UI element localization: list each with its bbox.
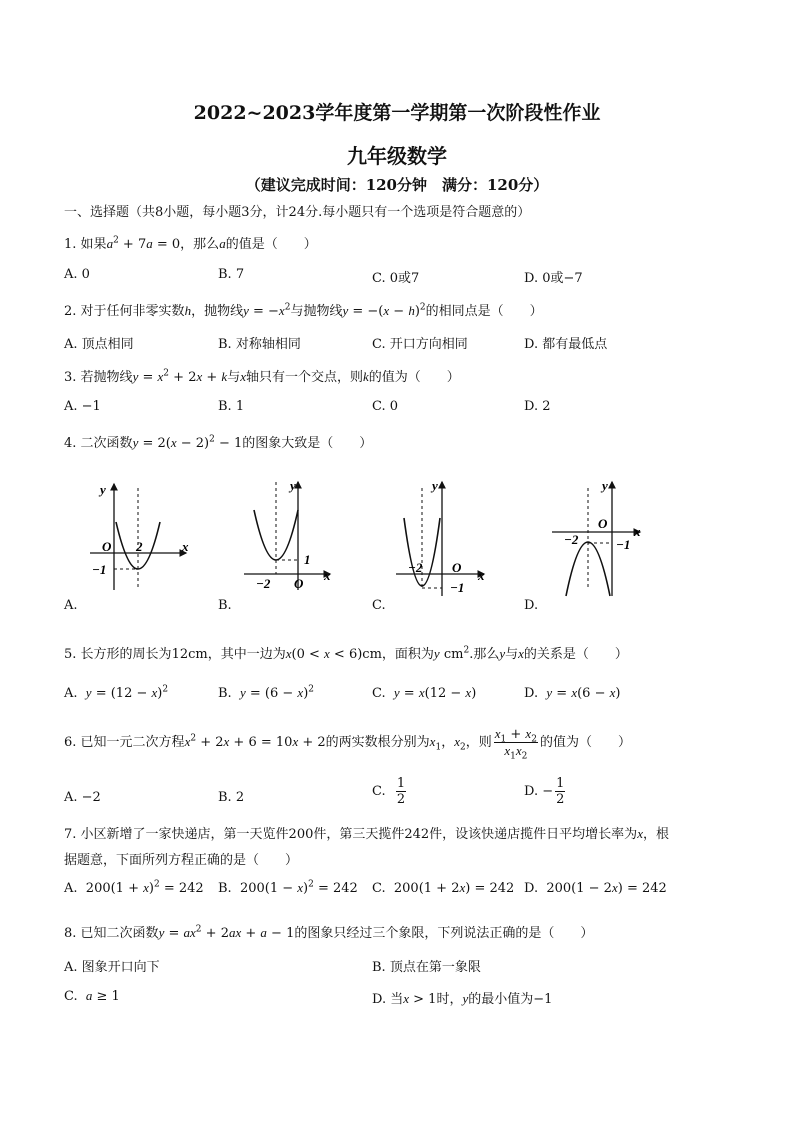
question-2: 2. 对于任何非零实数h，抛物线$y = -x^2$与抛物线$y = -(x - h)^2$的相同点是（ ） xyxy=(64,302,543,319)
subject-title: 九年级数学 xyxy=(347,144,447,168)
svg-text:y: y xyxy=(100,482,106,497)
q7-option-d: D. 200(1 − 2x) = 242 xyxy=(524,880,667,896)
q4-label-b: B. xyxy=(218,598,232,613)
graph-d xyxy=(548,478,648,598)
svg-text:−2: −2 xyxy=(408,560,423,575)
q2-option-c: C. 开口方向相同 xyxy=(372,337,468,352)
q8-option-a: A. 图象开口向下 xyxy=(64,960,160,975)
svg-text:x: x xyxy=(634,524,641,539)
svg-text:1: 1 xyxy=(304,552,311,567)
svg-text:−1: −1 xyxy=(92,562,107,577)
q5-option-a: A. $y = (12 - x)^2$ xyxy=(64,684,169,701)
q4-label-c: C. xyxy=(372,598,386,613)
graph-a xyxy=(86,478,196,598)
svg-text:2: 2 xyxy=(136,539,143,554)
question-8: 8. 已知二次函数$y = ax^2 + 2ax + a - 1$的图象只经过三个象限，下列说法正确的是（ ） xyxy=(64,924,594,941)
q1-option-a: A. 0 xyxy=(64,267,90,282)
q2-option-d: D. 都有最低点 xyxy=(524,337,608,352)
q6-option-c: C. $\frac{1}{2}$ xyxy=(372,776,406,807)
q3-option-b: B. 1 xyxy=(218,399,245,414)
svg-text:−2: −2 xyxy=(256,576,271,591)
question-5: 5. 长方形的周长为12cm，其中一边为x(0 < x < 6)cm，面积为y $cm^2$.那么y与x的关系是（ ） xyxy=(64,645,628,662)
q7-option-a: A. $200(1 + x)^2 = 242$ xyxy=(64,879,204,896)
graph-b xyxy=(238,478,338,598)
svg-text:O: O xyxy=(598,516,608,531)
q5-option-d: D. y = x(6 − x) xyxy=(524,685,621,701)
svg-text:−1: −1 xyxy=(450,580,465,595)
question-4: 4. 二次函数$y = 2(x - 2)^2 - 1$的图象大致是（ ） xyxy=(64,434,373,451)
q7-option-b: B. $200(1 - x)^2 = 242$ xyxy=(218,879,358,896)
q7-option-c: C. 200(1 + 2x) = 242 xyxy=(372,880,515,896)
svg-text:x: x xyxy=(478,568,485,583)
question-6: 6. 已知一元二次方程$x^2 + 2x + 6 = 10x + 2$的两实数根分别为$x_1$，$x_2$，则 $\frac{x_1 + x_2}{x_1x_2}$ 的值为（ ） xyxy=(64,726,631,762)
svg-text:y: y xyxy=(290,478,296,493)
q1-option-d: D. 0或−7 xyxy=(524,271,583,286)
q6-option-b: B. 2 xyxy=(218,790,245,805)
graph-c xyxy=(392,478,492,598)
q1-option-c: C. 0或7 xyxy=(372,271,420,286)
question-1: 1. 如果$a^2 + 7a = 0$，那么a的值是（ ） xyxy=(64,235,317,252)
exam-info: （建议完成时间：120分钟 满分：120分） xyxy=(245,176,549,194)
svg-text:y: y xyxy=(432,478,438,493)
q5-option-b: B. $y = (6 - x)^2$ xyxy=(218,684,314,701)
q1-option-b: B. 7 xyxy=(218,267,245,282)
page-title: 2022~2023学年度第一学期第一次阶段性作业 xyxy=(193,102,601,124)
q8-option-b: B. 顶点在第一象限 xyxy=(372,960,481,975)
q2-option-a: A. 顶点相同 xyxy=(64,337,134,352)
q6-option-d: D. − $\frac{1}{2}$ xyxy=(524,776,565,807)
q5-option-c: C. y = x(12 − x) xyxy=(372,685,477,701)
svg-text:−2: −2 xyxy=(564,532,579,547)
q4-label-a: A. xyxy=(64,598,78,613)
question-7-line2: 据题意，下面所列方程正确的是（ ） xyxy=(64,853,299,868)
q8-option-d: D. 当x > 1时，y的最小值为−1 xyxy=(372,991,553,1007)
q6-option-a: A. −2 xyxy=(64,790,101,805)
svg-text:O: O xyxy=(294,576,304,591)
svg-text:x: x xyxy=(324,568,331,583)
svg-text:O: O xyxy=(452,560,462,575)
q3-option-c: C. 0 xyxy=(372,399,399,414)
section-heading: 一、选择题（共8小题，每小题3分，计24分.每小题只有一个选项是符合题意的） xyxy=(64,205,531,220)
q2-option-b: B. 对称轴相同 xyxy=(218,337,301,352)
svg-text:y: y xyxy=(602,478,608,493)
svg-text:−1: −1 xyxy=(616,537,631,552)
svg-text:x: x xyxy=(182,539,189,554)
question-7-line1: 7. 小区新增了一家快递店，第一天览件200件，第三天揽件242件，设该快递店揽件日平均增长率为x，根 xyxy=(64,826,669,842)
svg-text:O: O xyxy=(102,539,112,554)
q8-option-c: C. a ≥ 1 xyxy=(64,988,120,1004)
question-3: 3. 若抛物线$y = x^2 + 2x + k$与x轴只有一个交点，则k的值为（ ） xyxy=(64,368,460,385)
q3-option-d: D. 2 xyxy=(524,399,551,414)
q3-option-a: A. −1 xyxy=(64,399,101,414)
q4-label-d: D. xyxy=(524,598,539,613)
